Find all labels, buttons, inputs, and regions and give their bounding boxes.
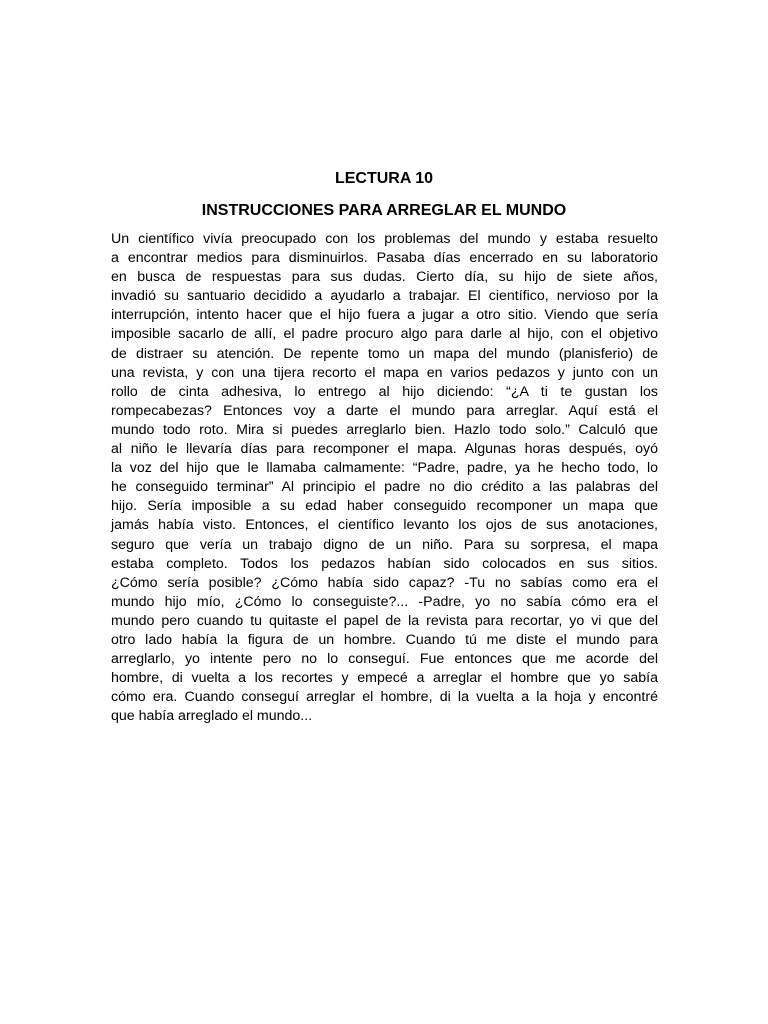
paragraph-line: estaba completo. Todos los pedazos habían sido colocados en sus sitios. (111, 555, 658, 572)
paragraph-line: rollo de cinta adhesiva, lo entrego al hijo diciendo: “¿A ti te gustan los (111, 383, 658, 400)
document-title: INSTRUCCIONES PARA ARREGLAR EL MUNDO (201, 202, 567, 219)
paragraph-line: invadió su santuario decidido a ayudarlo a trabajar. El científico, nervioso por la (111, 288, 658, 305)
paragraph-line: hijo. Sería imposible a su edad haber conseguido recomponer un mapa que (111, 498, 658, 515)
paragraph-line: cómo era. Cuando conseguí arreglar el hombre, di la vuelta a la hoja y encontré (111, 689, 658, 706)
paragraph-line: la voz del hijo que le llamaba calmamente: “Padre, padre, ya he hecho todo, lo (111, 460, 658, 477)
paragraph-line: una revista, y con una tijera recorto el mapa en varios pedazos y junto con un (111, 364, 658, 381)
paragraph-line: jamás había visto. Entonces, el científico levanto los ojos de sus anotaciones, (111, 517, 658, 534)
paragraph-line: mundo todo roto. Mira si puedes arreglarlo bien. Hazlo todo solo.” Calculó que (111, 421, 658, 438)
paragraph-line: arreglarlo, yo intente pero no lo conseguí. Fue entonces que me acorde del (111, 651, 658, 668)
paragraph-line: ¿Cómo sería posible? ¿Cómo había sido capaz? -Tu no sabías como era el (111, 574, 658, 591)
paragraph-line: hombre, di vuelta a los recortes y empecé a arreglar el hombre que yo sabía (111, 670, 658, 687)
paragraph-line: rompecabezas? Entonces voy a darte el mundo para arreglar. Aquí está el (111, 402, 658, 419)
paragraph-line: Un científico vivía preocupado con los problemas del mundo y estaba resuelto (111, 231, 658, 247)
body-paragraph (111, 230, 658, 726)
paragraph-line: de distraer su atención. De repente tomo un mapa del mundo (planisferio) de (111, 345, 658, 362)
paragraph-line: seguro que vería un trabajo digno de un niño. Para su sorpresa, el mapa (111, 536, 658, 553)
paragraph-line: mundo pero cuando tu quitaste el papel de la revista para recortar, yo vi que del (111, 612, 658, 629)
paragraph-line: mundo hijo mío, ¿Cómo lo conseguiste?... -Padre, yo no sabía cómo era el (111, 593, 658, 610)
paragraph-line: al niño le llevaría días para recomponer el mapa. Algunas horas después, oyó (111, 441, 658, 458)
paragraph-line: he conseguido terminar” Al principio el padre no dio crédito a las palabras del (111, 479, 658, 496)
paragraph-line: interrupción, intento hacer que el hijo fuera a jugar a otro sitio. Viendo que sería (111, 307, 658, 324)
lecture-heading: LECTURA 10 (334, 170, 434, 187)
paragraph-line: que había arreglado el mundo... (111, 708, 313, 725)
paragraph-line: en busca de respuestas para sus dudas. Cierto día, su hijo de siete años, (111, 269, 658, 286)
paragraph-line: otro lado había la figura de un hombre. Cuando tú me diste el mundo para (111, 631, 658, 648)
paragraph-line: a encontrar medios para disminuirlos. Pasaba días encerrado en su laboratorio (111, 250, 658, 267)
paragraph-line: imposible sacarlo de allí, el padre procuro algo para darle al hijo, con el objetivo (111, 326, 658, 343)
